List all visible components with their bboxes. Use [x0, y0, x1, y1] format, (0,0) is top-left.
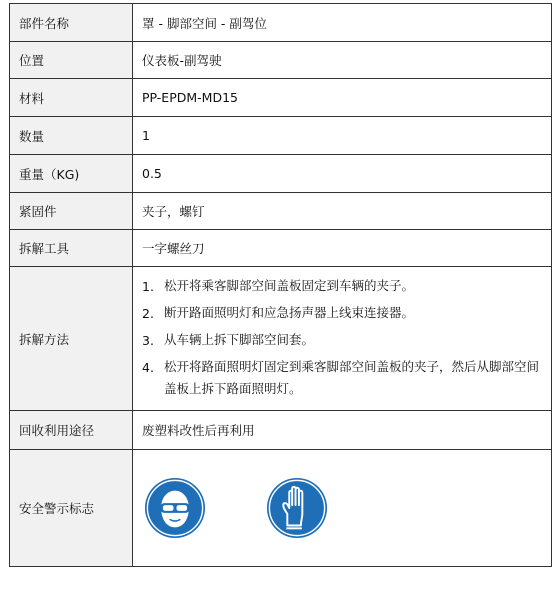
row-value: 罩 - 脚部空间 - 副驾位 [133, 4, 552, 42]
row-label: 位置 [10, 42, 133, 79]
row-label: 部件名称 [10, 4, 133, 42]
method-label: 拆解方法 [10, 267, 133, 411]
row-value: PP-EPDM-MD15 [133, 79, 552, 117]
table-row [10, 193, 552, 230]
gloves-mandatory-icon [266, 477, 328, 539]
row-label: 重量（KG) [10, 155, 133, 193]
method-steps-cell [133, 267, 552, 411]
step-text: 松开将路面照明灯固定到乘客脚部空间盖板的夹子，然后从脚部空间盖板上拆下路面照明灯。 [164, 358, 540, 396]
eye-protection-mandatory-icon [144, 477, 206, 539]
step-text: 松开将乘客脚部空间盖板固定到车辆的夹子。 [164, 277, 415, 293]
table-row [10, 42, 552, 79]
disassembly-spec-table [9, 3, 552, 567]
list-item [142, 359, 545, 400]
list-item [142, 305, 545, 324]
step-text: 从车辆上拆下脚部空间套。 [164, 331, 315, 347]
safety-label: 安全警示标志 [10, 450, 133, 567]
row-value: 1 [133, 117, 552, 155]
table-row [10, 450, 552, 567]
recycle-label: 回收利用途径 [10, 411, 133, 450]
row-label: 紧固件 [10, 193, 133, 230]
row-value: 0.5 [133, 155, 552, 193]
table-row [10, 267, 552, 411]
safety-signs [142, 477, 551, 539]
table-row [10, 230, 552, 267]
row-label: 拆解工具 [10, 230, 133, 267]
table-row [10, 117, 552, 155]
table-row [10, 411, 552, 450]
method-steps-list [142, 274, 551, 404]
step-number: 4. [142, 359, 154, 375]
list-item [142, 278, 545, 297]
safety-signs-cell [133, 450, 552, 567]
recycle-value: 废塑料改性后再利用 [133, 411, 552, 450]
row-value: 仪表板-副驾驶 [133, 42, 552, 79]
row-label: 材料 [10, 79, 133, 117]
step-number: 1. [142, 278, 154, 294]
row-value: 一字螺丝刀 [133, 230, 552, 267]
row-label: 数量 [10, 117, 133, 155]
table-row [10, 155, 552, 193]
step-number: 2. [142, 305, 154, 321]
list-item [142, 332, 545, 351]
table-row [10, 79, 552, 117]
step-number: 3. [142, 332, 154, 348]
step-text: 断开路面照明灯和应急扬声器上线束连接器。 [164, 304, 415, 320]
row-value: 夹子，螺钉 [133, 193, 552, 230]
table-row [10, 4, 552, 42]
